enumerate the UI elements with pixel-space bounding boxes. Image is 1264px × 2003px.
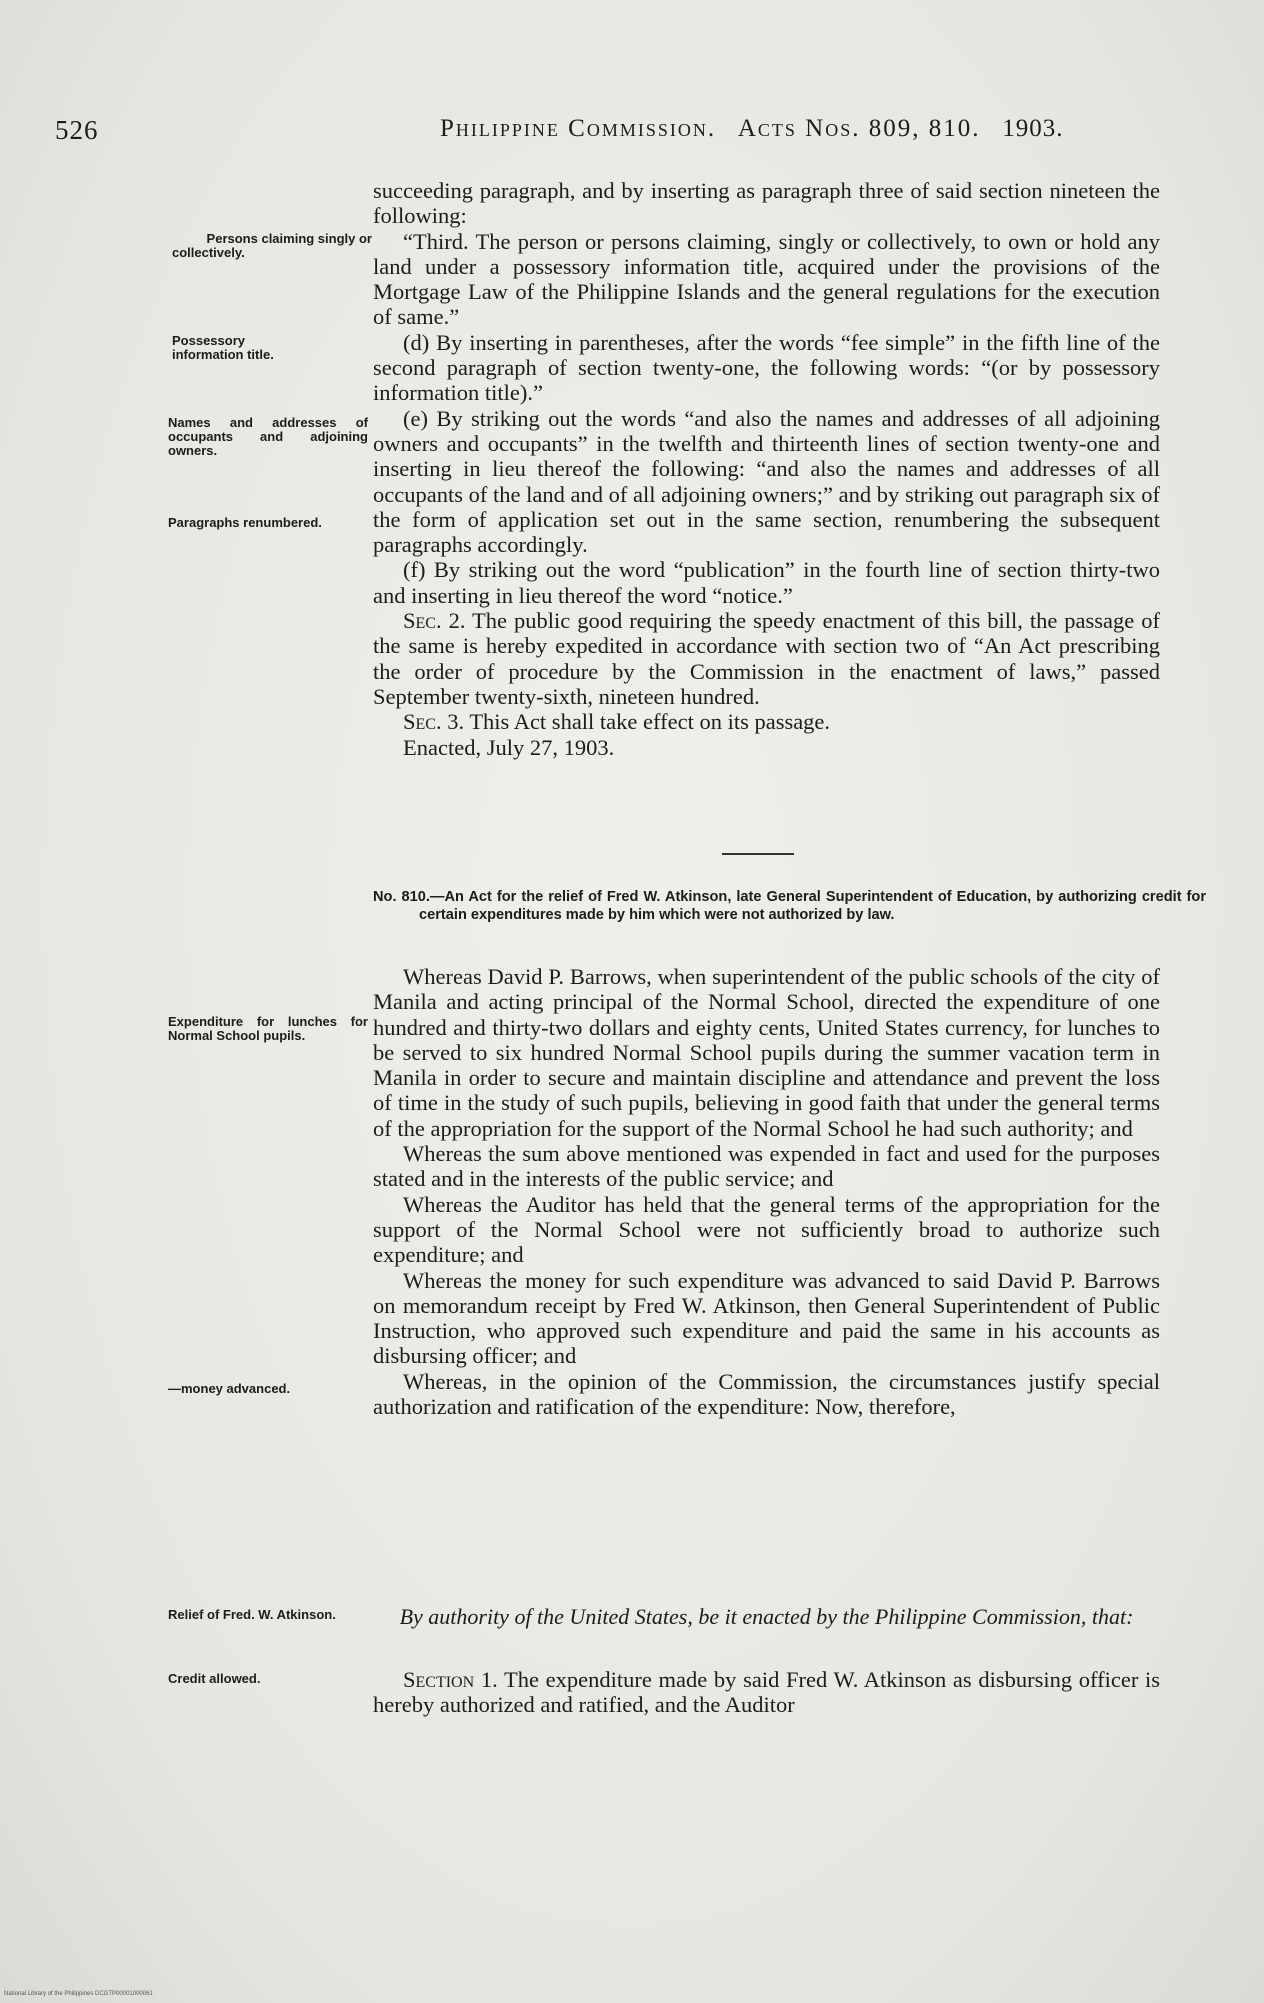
section-2 [373,608,1160,709]
section-divider [722,853,794,855]
side-note-names-addresses: Names and addresses of occupants and adjoining owners. [168,415,368,458]
side-note-possessory-title: Possessory information title. [172,333,274,362]
paragraph-continuation: succeeding paragraph, and by inserting as paragraph three of said section nineteen the following: [373,178,1160,229]
act-810-body [373,964,1160,1419]
section-2-label: Sec. 2. [403,608,466,634]
section-3-label: Sec. 3. [403,709,465,735]
act-809-body [373,178,1160,760]
side-note-money-advanced: —money advanced. [168,1381,291,1396]
running-year: 1903. [1002,115,1064,142]
side-note-persons-claiming: Persons claiming singly or collectively. [172,231,372,260]
section-2-text: The public good requiring the speedy enactment of this bill, the passage of the same is hereby expedited in accordance with section two of “An Act prescribing the order of procedure by the Commission in the enactment of laws,” passed September twenty-sixth, nineteen hundred. [373,608,1160,709]
page-number: 526 [55,115,99,145]
whereas-5: Whereas, in the opinion of the Commission, the circumstances justify special authorization and ratification of the expenditure: Now, therefore, [373,1368,1160,1420]
running-header [440,115,1063,143]
enacted-date: Enacted, July 27, 1903. [403,734,615,760]
section-3-text: This Act shall take effect on its passage. [469,709,831,735]
paragraph-f: (f) By striking out the word “publication” in the fourth line of section thirty-two and inserting in lieu thereof the word “notice.” [373,557,1160,608]
whereas-1: Whereas David P. Barrows, when superintendent of the public schools of the city of Manila and acting principal of the Normal School, directed the expenditure of one hundred and thirty-two dollars and eighty cents, United States currency, for lunches to be served to six hundred Normal School pupils during the summer vacation term in Manila in order to secure and maintain discipline and attendance and prevent the loss of time in the study of such pupils, believing in good faith that under the general terms of the appropriation for the support of the Normal School he had such authority; and [373,964,1160,1141]
side-note-expenditure-lunches: Expenditure for lunches for Normal School pupils. [168,1014,368,1043]
side-note-paragraphs-renumbered: Paragraphs renumbered. [168,515,322,530]
paragraph-d: (d) By inserting in parentheses, after the words “fee simple” in the fifth line of the second paragraph of section twenty-one, the following words: “(or by possessory information title).” [373,329,1160,406]
side-note-credit-allowed: Credit allowed. [168,1671,261,1686]
scan-footer: National Library of the Philippines DCGTP00001000061 [4,1991,153,1997]
section-3 [373,709,1160,734]
paragraph-e: (e) By striking out the words “and also the names and addresses of all adjoining owners and occupants” in the twelfth and thirteenth lines of section twenty-one and inserting in lieu thereof the following: “and also the names and addresses of all occupants of the land and of all adjoining owners;” and by striking out paragraph six of the form of application set out in the same section, renumbering the subsequent paragraphs accordingly. [373,405,1160,558]
running-title: Philippine Commission. [440,115,717,142]
act-810-section-1 [373,1667,1160,1718]
section-1-text: The expenditure made by said Fred W. Atkinson as disbursing officer is hereby authorized and ratified, and the Auditor [373,1667,1161,1718]
enacting-clause: By authority of the United States, be it enacted by the Philippine Commission, that: [399,1604,1134,1629]
running-acts: Acts Nos. 809, 810. [737,115,981,142]
whereas-3: Whereas the Auditor has held that the general terms of the appropriation for the support of the Normal School were not sufficiently broad to authorize such expenditure; and [373,1191,1160,1268]
act-810-number: No. 810. [373,889,430,905]
section-1-label: Section 1. [403,1667,498,1692]
whereas-4: Whereas the money for such expenditure was advanced to said David P. Barrows on memorandum receipt by Fred W. Atkinson, then General Superintendent of Public Instruction, who approved such expenditure and paid the same in his accounts as disbursing officer; and [373,1267,1160,1369]
act-810-title: —An Act for the relief of Fred W. Atkinson, late General Superintendent of Education, by authorizing credit for certain expenditures made by him which were not authorized by law. [419,889,1206,923]
side-note-relief-atkinson: Relief of Fred. W. Atkinson. [168,1607,336,1622]
paragraph-third: “Third. The person or persons claiming, singly or collectively, to own or hold any land under a possessory information title, acquired under the provisions of the Mortgage Law of the Philippine Islands and the general regulations for the execution of same.” [373,228,1160,330]
act-810-heading [373,888,1206,924]
whereas-2: Whereas the sum above mentioned was expended in fact and used for the purposes stated and in the interests of the public service; and [373,1141,1160,1192]
